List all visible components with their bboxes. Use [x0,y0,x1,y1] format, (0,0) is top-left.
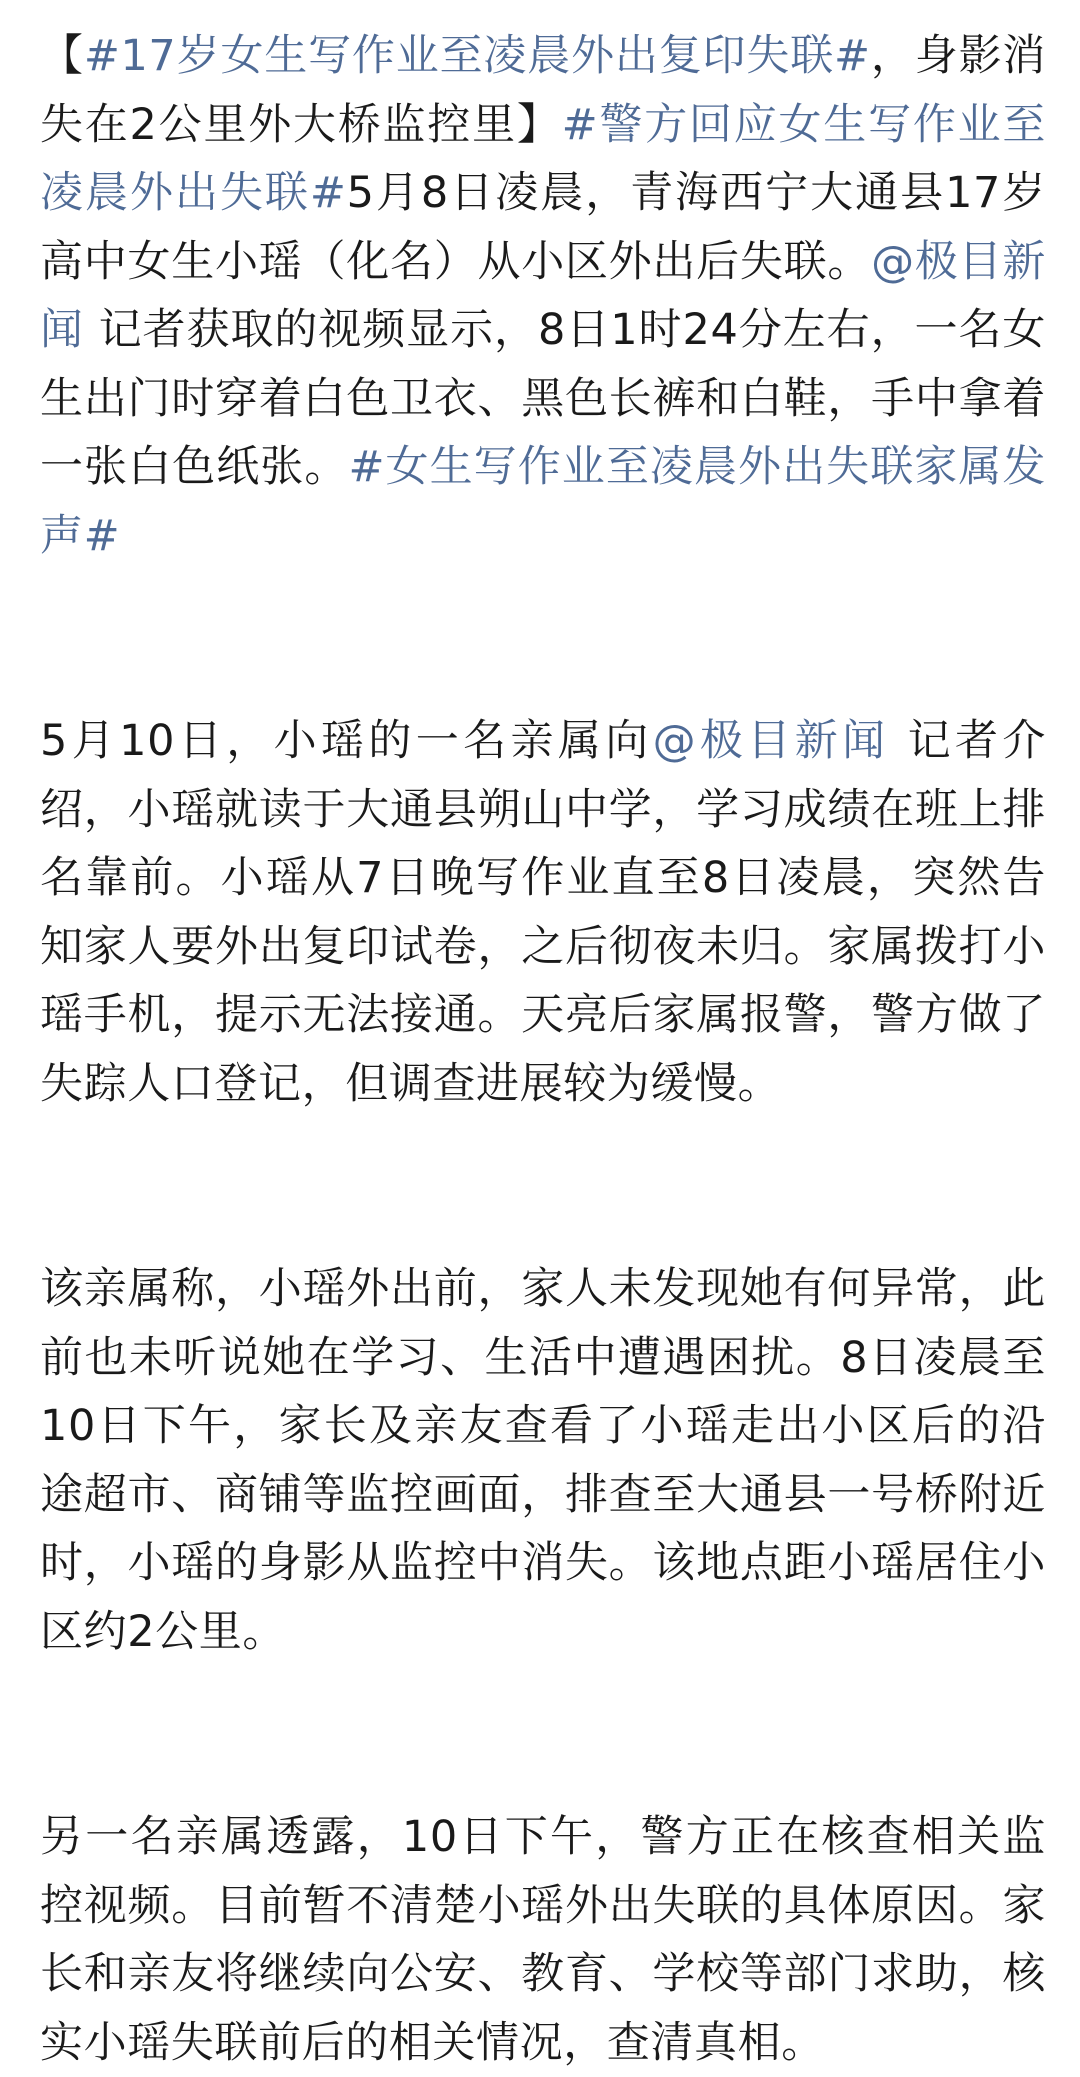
topic-hashtag-link[interactable]: #女生写作业至凌晨外出失联家属发声# [40,442,1046,561]
body-text: 5月8日凌晨，青海西宁大通县17岁高中女生小瑶（化名）从小区外出后失联。 [40,168,1046,287]
topic-hashtag-link[interactable]: #警方回应女生写作业至凌晨外出失联# [40,99,1046,218]
body-text: 记者介绍，小瑶就读于大通县朔山中学，学习成绩在班上排名靠前。小瑶从7日晚写作业直至8日凌晨，突然告知家人要外出复印试卷，之后彻夜未归。家属拨打小瑶手机，提示无法接通。天亮后家属报警，警方做了失踪人口登记，但调查进展较为缓慢。 [40,716,1046,1109]
paragraph-2 [40,707,1046,1118]
mention-link[interactable]: @极目新闻 [40,236,1046,355]
body-text: 5月10日，小瑶的一名亲属向 [40,716,653,766]
bracket-open: 【 [40,31,84,81]
bracket-close: 】 [516,99,562,150]
body-text: 另一名亲属透露，10日下午，警方正在核查相关监控视频。目前暂不清楚小瑶外出失联的具体原因。家长和亲友将继续向公安、教育、学校等部门求助，核实小瑶失联前后的相关情况，查清真相。 [40,1812,1046,2068]
body-text: 记者获取的视频显示，8日1时24分左右，一名女生出门时穿着白色卫衣、黑色长裤和白鞋，手中拿着一张白色纸张。 [40,305,1047,492]
headline-text: ，身影消失在2公里外大桥监控里 [40,31,1047,150]
paragraph-1 [40,22,1046,570]
paragraph-3 [40,1255,1046,1666]
paragraph-4 [40,1803,1046,2077]
mention-link[interactable]: @极目新闻 [652,716,890,766]
topic-hashtag-link[interactable]: #17岁女生写作业至凌晨外出复印失联# [83,31,871,81]
body-text: 该亲属称，小瑶外出前，家人未发现她有何异常，此前也未听说她在学习、生活中遭遇困扰。8日凌晨至10日下午，家长及亲友查看了小瑶走出小区后的沿途超市、商铺等监控画面，排查至大通县一号桥附近时，小瑶的身影从监控中消失。该地点距小瑶居住小区约2公里。 [40,1264,1046,1657]
